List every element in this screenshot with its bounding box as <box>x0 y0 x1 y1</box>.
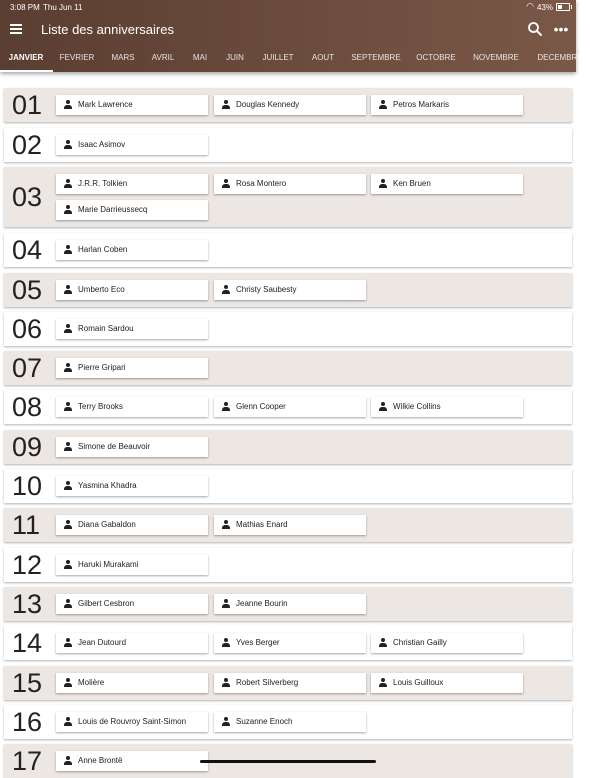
person-icon <box>222 402 230 411</box>
person-icon <box>64 402 72 411</box>
day-row <box>4 469 572 503</box>
person-icon <box>222 100 230 109</box>
day-number: 10 <box>12 471 43 501</box>
person-name: Umberto Eco <box>78 285 125 294</box>
person-name: Jean Dutourd <box>78 638 127 647</box>
person-icon <box>64 678 72 687</box>
day-number: 05 <box>12 275 43 305</box>
day-row <box>4 548 572 582</box>
person-icon <box>222 285 230 294</box>
hamburger-menu-icon[interactable] <box>8 20 26 38</box>
person-chip[interactable] <box>371 673 523 693</box>
battery-icon <box>556 3 570 11</box>
person-name: Glenn Cooper <box>236 402 286 411</box>
person-chip[interactable] <box>56 673 208 693</box>
person-icon <box>64 205 72 214</box>
month-tabs <box>0 46 583 72</box>
person-icon <box>222 599 230 608</box>
person-name: Anne Brontë <box>78 756 123 765</box>
person-chip[interactable] <box>56 515 208 535</box>
person-name: Marie Darrieussecq <box>78 205 148 214</box>
person-icon <box>222 717 230 726</box>
person-chip[interactable] <box>214 515 366 535</box>
day-number: 07 <box>12 353 43 383</box>
day-row <box>4 390 572 424</box>
person-icon <box>64 481 72 490</box>
person-icon <box>379 638 387 647</box>
person-icon <box>64 717 72 726</box>
day-number: 03 <box>12 182 43 212</box>
day-row <box>4 233 572 267</box>
tab-octobre[interactable]: OCTOBRE <box>416 53 456 62</box>
person-chip[interactable] <box>56 751 208 771</box>
person-chip[interactable] <box>214 712 366 732</box>
person-icon <box>222 179 230 188</box>
person-name: Diana Gabaldon <box>78 520 136 529</box>
tab-avril[interactable]: AVRIL <box>151 53 175 62</box>
app-bar <box>0 0 583 72</box>
person-icon <box>64 100 72 109</box>
person-chip[interactable] <box>56 358 208 378</box>
day-number: 02 <box>12 130 43 160</box>
person-name: Yves Berger <box>236 638 280 647</box>
person-name: Douglas Kennedy <box>236 100 300 109</box>
person-chip[interactable] <box>56 594 208 614</box>
day-number: 15 <box>12 668 43 698</box>
person-icon <box>379 678 387 687</box>
status-date: Thu Jun 11 <box>43 3 83 12</box>
person-name: Yasmina Khadra <box>78 481 137 490</box>
birthday-list[interactable] <box>0 72 576 776</box>
day-number: 17 <box>12 746 43 776</box>
person-name: Haruki Murakami <box>78 560 139 569</box>
person-chip[interactable] <box>56 555 208 575</box>
person-icon <box>222 520 230 529</box>
person-icon <box>64 520 72 529</box>
person-chip[interactable] <box>56 397 208 417</box>
day-row <box>4 508 572 542</box>
tab-aout[interactable]: AOUT <box>311 53 335 62</box>
day-row <box>4 626 572 660</box>
person-name: Suzanne Enoch <box>236 717 293 726</box>
person-name: Pierre Gripari <box>78 363 126 372</box>
person-chip[interactable] <box>371 633 523 653</box>
tab-juillet[interactable]: JUILLET <box>262 53 294 62</box>
person-chip[interactable] <box>56 135 208 155</box>
day-number: 12 <box>12 550 43 580</box>
person-icon <box>64 756 72 765</box>
person-name: Isaac Asimov <box>78 140 126 149</box>
person-chip[interactable] <box>214 673 366 693</box>
status-bar <box>0 0 576 14</box>
tab-mai[interactable]: MAI <box>192 53 208 62</box>
day-row <box>4 312 572 346</box>
person-icon <box>64 638 72 647</box>
person-chip[interactable] <box>56 280 208 300</box>
search-icon[interactable] <box>526 20 544 38</box>
page-title: Liste des anniversaires <box>41 22 174 37</box>
more-horizontal-icon[interactable]: ••• <box>553 21 569 37</box>
person-name: Simone de Beauvoir <box>78 442 151 451</box>
person-icon <box>64 179 72 188</box>
person-name: Petros Markaris <box>393 100 450 109</box>
day-row <box>4 666 572 700</box>
person-chip[interactable] <box>56 476 208 496</box>
tab-fevrier[interactable]: FEVRIER <box>59 53 95 62</box>
day-row <box>4 88 572 122</box>
day-number: 14 <box>12 628 43 658</box>
person-name: Romain Sardou <box>78 324 134 333</box>
person-chip[interactable] <box>214 174 366 194</box>
person-icon <box>64 560 72 569</box>
person-name: Wilkie Collins <box>393 402 441 411</box>
tab-mars[interactable]: MARS <box>111 53 135 62</box>
person-name: Louis de Rouvroy Saint-Simon <box>78 717 187 726</box>
day-row <box>4 167 572 227</box>
person-icon <box>64 442 72 451</box>
day-number: 16 <box>12 707 43 737</box>
day-row <box>4 430 572 464</box>
person-name: Christian Gailly <box>393 638 447 647</box>
person-name: J.R.R. Tolkien <box>78 179 128 188</box>
person-name: Robert Silverberg <box>236 678 299 687</box>
person-chip[interactable] <box>371 95 523 115</box>
day-number: 06 <box>12 314 43 344</box>
day-number: 04 <box>12 235 43 265</box>
person-chip[interactable] <box>214 594 366 614</box>
person-chip[interactable] <box>56 319 208 339</box>
person-name: Mathias Enard <box>236 520 288 529</box>
person-chip[interactable] <box>214 95 366 115</box>
tab-septembre[interactable]: SEPTEMBRE <box>351 53 401 62</box>
person-icon <box>379 179 387 188</box>
person-chip[interactable] <box>56 240 208 260</box>
person-icon <box>379 402 387 411</box>
day-row <box>4 273 572 307</box>
person-icon <box>64 140 72 149</box>
person-icon <box>64 285 72 294</box>
person-chip[interactable] <box>214 633 366 653</box>
person-chip[interactable] <box>56 633 208 653</box>
day-number: 13 <box>12 589 43 619</box>
person-icon <box>64 599 72 608</box>
person-chip[interactable] <box>214 280 366 300</box>
person-name: Ken Bruen <box>393 179 431 188</box>
person-name: Terry Brooks <box>78 402 123 411</box>
person-icon <box>222 638 230 647</box>
person-chip[interactable] <box>56 95 208 115</box>
person-icon <box>379 100 387 109</box>
person-chip[interactable] <box>56 437 208 457</box>
tab-novembre[interactable]: NOVEMBRE <box>473 53 519 62</box>
person-name: Mark Lawrence <box>78 100 133 109</box>
day-row <box>4 351 572 385</box>
tab-janvier[interactable]: JANVIER <box>0 46 53 72</box>
person-name: Louis Guilloux <box>393 678 444 687</box>
person-chip[interactable] <box>56 174 208 194</box>
person-chip[interactable] <box>214 397 366 417</box>
person-icon <box>222 678 230 687</box>
person-icon <box>64 324 72 333</box>
person-name: Harlan Coben <box>78 245 128 254</box>
person-chip[interactable] <box>56 200 208 220</box>
day-number: 08 <box>12 392 43 422</box>
person-icon <box>64 363 72 372</box>
person-chip[interactable] <box>371 174 523 194</box>
person-chip[interactable] <box>371 397 523 417</box>
battery-percent: 43% <box>536 3 553 12</box>
status-time: 3:08 PM <box>10 3 40 12</box>
day-row <box>4 128 572 162</box>
tab-decembre[interactable]: DECEMBRE <box>537 53 583 62</box>
wifi-icon: ◠ <box>526 1 534 11</box>
day-number: 11 <box>12 510 41 540</box>
person-icon <box>64 245 72 254</box>
tab-juin[interactable]: JUIN <box>226 53 244 62</box>
home-indicator <box>200 760 376 763</box>
day-number: 09 <box>12 432 43 462</box>
person-chip[interactable] <box>56 712 208 732</box>
day-row <box>4 705 572 739</box>
person-name: Rosa Montero <box>236 179 287 188</box>
person-name: Christy Saubesty <box>236 285 297 294</box>
day-row <box>4 587 572 621</box>
person-name: Gilbert Cesbron <box>78 599 135 608</box>
day-number: 01 <box>12 90 43 120</box>
person-name: Molière <box>78 678 105 687</box>
person-name: Jeanne Bourin <box>236 599 288 608</box>
